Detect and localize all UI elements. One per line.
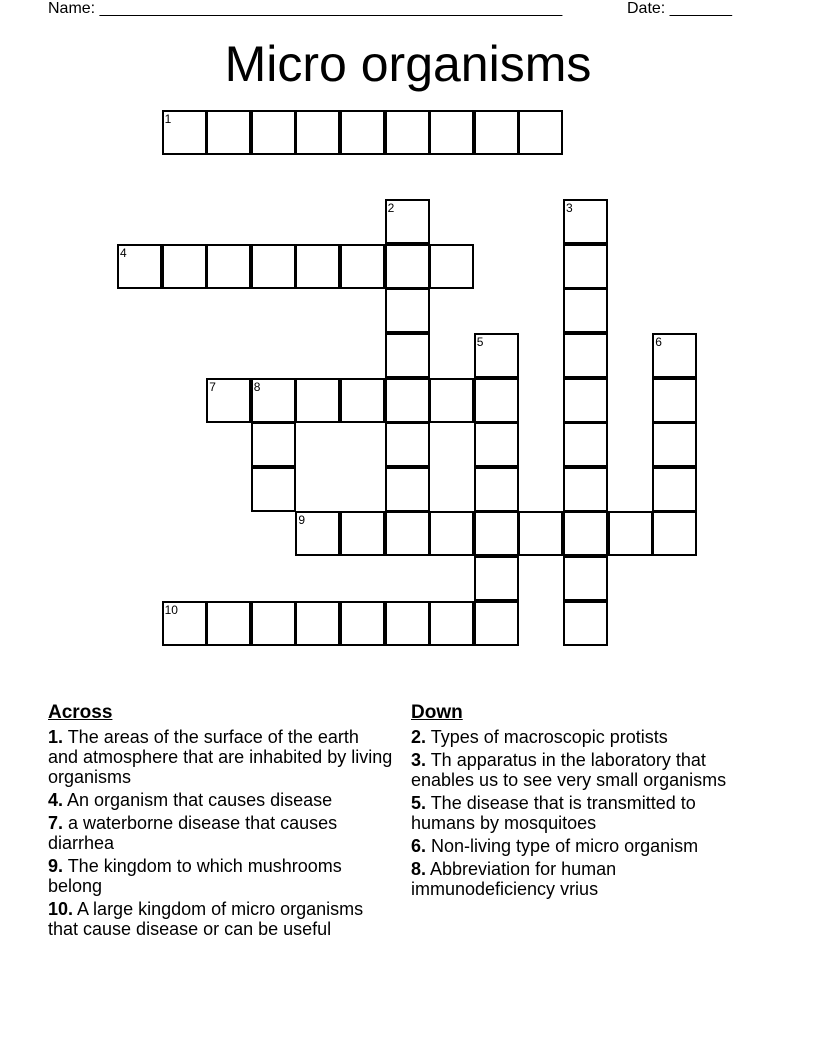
- crossword-cell[interactable]: [251, 422, 296, 467]
- crossword-cell[interactable]: [251, 378, 296, 423]
- cell-number: 4: [120, 245, 127, 260]
- crossword-cell[interactable]: [474, 422, 519, 467]
- clue-text: An organism that causes disease: [63, 790, 333, 810]
- crossword-cell[interactable]: [251, 110, 296, 155]
- crossword-cell[interactable]: [518, 511, 563, 556]
- crossword-cell[interactable]: [340, 511, 385, 556]
- crossword-cell[interactable]: [652, 422, 697, 467]
- clue-number: 9.: [48, 856, 64, 876]
- crossword-cell[interactable]: [340, 110, 385, 155]
- crossword-cell[interactable]: [117, 244, 162, 289]
- crossword-cell[interactable]: [474, 333, 519, 378]
- clue-number: 10.: [48, 899, 74, 919]
- clue-text: The disease that is transmitted to humans by mosquitoes: [411, 793, 696, 833]
- crossword-cell[interactable]: [340, 601, 385, 646]
- crossword-cell[interactable]: [474, 378, 519, 423]
- clue-item: [48, 856, 393, 896]
- crossword-cell[interactable]: [251, 601, 296, 646]
- crossword-cell[interactable]: [652, 511, 697, 556]
- across-clue-list: [48, 727, 393, 939]
- clue-text: Abbreviation for human immunodeficiency vrius: [411, 859, 617, 899]
- crossword-cell[interactable]: [429, 601, 474, 646]
- crossword-cell[interactable]: [652, 333, 697, 378]
- crossword-cell[interactable]: [652, 378, 697, 423]
- crossword-cell[interactable]: [206, 601, 251, 646]
- crossword-cell[interactable]: [385, 467, 430, 512]
- clue-item: [48, 790, 393, 810]
- crossword-cell[interactable]: [162, 244, 207, 289]
- crossword-cell[interactable]: [206, 244, 251, 289]
- date-field-label: Date: _______: [627, 0, 732, 17]
- crossword-cell[interactable]: [295, 378, 340, 423]
- across-heading: Across: [48, 702, 113, 723]
- cell-number: 7: [209, 379, 216, 394]
- crossword-cell[interactable]: [474, 601, 519, 646]
- clue-text: Types of macroscopic protists: [426, 727, 668, 747]
- clue-number: 4.: [48, 790, 64, 810]
- crossword-cell[interactable]: [518, 110, 563, 155]
- clue-number: 3.: [411, 750, 427, 770]
- clue-text: A large kingdom of micro organisms that cause disease or can be useful: [48, 899, 364, 939]
- clue-number: 7.: [48, 813, 64, 833]
- clue-text: a waterborne disease that causes diarrhea: [48, 813, 338, 853]
- crossword-cell[interactable]: [385, 110, 430, 155]
- clue-number: 2.: [411, 727, 427, 747]
- crossword-cell[interactable]: [563, 378, 608, 423]
- clue-number: 8.: [411, 859, 427, 879]
- down-clues: [411, 701, 756, 902]
- name-field-label: Name: ____________________________________________________: [48, 0, 563, 17]
- crossword-cell[interactable]: [162, 601, 207, 646]
- clue-text: Th apparatus in the laboratory that enables us to see very small organisms: [411, 750, 727, 790]
- crossword-cell[interactable]: [563, 511, 608, 556]
- crossword-cell[interactable]: [295, 244, 340, 289]
- down-heading: Down: [411, 702, 463, 723]
- crossword-cell[interactable]: [251, 467, 296, 512]
- crossword-cell[interactable]: [385, 601, 430, 646]
- crossword-cell[interactable]: [385, 333, 430, 378]
- clue-text: Non-living type of micro organism: [426, 836, 699, 856]
- crossword-cell[interactable]: [429, 511, 474, 556]
- clue-item: [411, 750, 756, 790]
- crossword-cell[interactable]: [295, 511, 340, 556]
- crossword-cell[interactable]: [385, 288, 430, 333]
- clue-item: [48, 813, 393, 853]
- crossword-cell[interactable]: [563, 244, 608, 289]
- crossword-cell[interactable]: [295, 110, 340, 155]
- crossword-cell[interactable]: [162, 110, 207, 155]
- crossword-cell[interactable]: [385, 378, 430, 423]
- crossword-cell[interactable]: [474, 556, 519, 601]
- crossword-cell[interactable]: [429, 378, 474, 423]
- crossword-cell[interactable]: [563, 556, 608, 601]
- cell-number: 2: [387, 201, 395, 216]
- clue-item: [411, 727, 756, 747]
- crossword-cell[interactable]: [652, 467, 697, 512]
- clue-number: 1.: [48, 727, 64, 747]
- clue-item: [411, 836, 756, 856]
- clue-number: 6.: [411, 836, 427, 856]
- clue-item: [411, 793, 756, 833]
- cell-number: 1: [164, 112, 172, 126]
- crossword-cell[interactable]: [206, 110, 251, 155]
- down-clue-list: [411, 727, 756, 899]
- crossword-cell[interactable]: [429, 244, 474, 289]
- crossword-cell[interactable]: [563, 199, 608, 244]
- crossword-cell[interactable]: [429, 110, 474, 155]
- crossword-cell[interactable]: [385, 199, 430, 244]
- crossword-cell[interactable]: [385, 244, 430, 289]
- crossword-cell[interactable]: [385, 511, 430, 556]
- clue-item: [411, 859, 756, 899]
- crossword-cell[interactable]: [563, 467, 608, 512]
- cell-number: 10: [164, 602, 178, 617]
- crossword-cell[interactable]: [474, 511, 519, 556]
- cell-number: 3: [566, 201, 573, 216]
- crossword-cell[interactable]: [474, 467, 519, 512]
- crossword-cell[interactable]: [206, 378, 251, 423]
- crossword-cell[interactable]: [474, 110, 519, 155]
- clue-number: 5.: [411, 793, 427, 813]
- crossword-cell[interactable]: [563, 422, 608, 467]
- cell-number: 8: [253, 379, 261, 394]
- page-title: Micro organisms: [224, 36, 592, 92]
- crossword-cell[interactable]: [608, 511, 653, 556]
- cell-number: 9: [298, 513, 306, 528]
- crossword-cell[interactable]: [385, 422, 430, 467]
- across-clues: [48, 701, 393, 942]
- crossword-cell[interactable]: [340, 244, 385, 289]
- crossword-cell[interactable]: [563, 288, 608, 333]
- cell-number: 6: [655, 335, 662, 349]
- crossword-cell[interactable]: [340, 378, 385, 423]
- clue-text: The areas of the surface of the earth and atmosphere that are inhabited by living organisms: [48, 727, 393, 787]
- clue-item: [48, 727, 393, 787]
- crossword-cell[interactable]: [251, 244, 296, 289]
- crossword-cell[interactable]: [563, 601, 608, 646]
- cell-number: 5: [476, 335, 484, 349]
- clue-item: [48, 899, 393, 939]
- crossword-cell[interactable]: [295, 601, 340, 646]
- crossword-cell[interactable]: [563, 333, 608, 378]
- clue-text: The kingdom to which mushrooms belong: [48, 856, 342, 896]
